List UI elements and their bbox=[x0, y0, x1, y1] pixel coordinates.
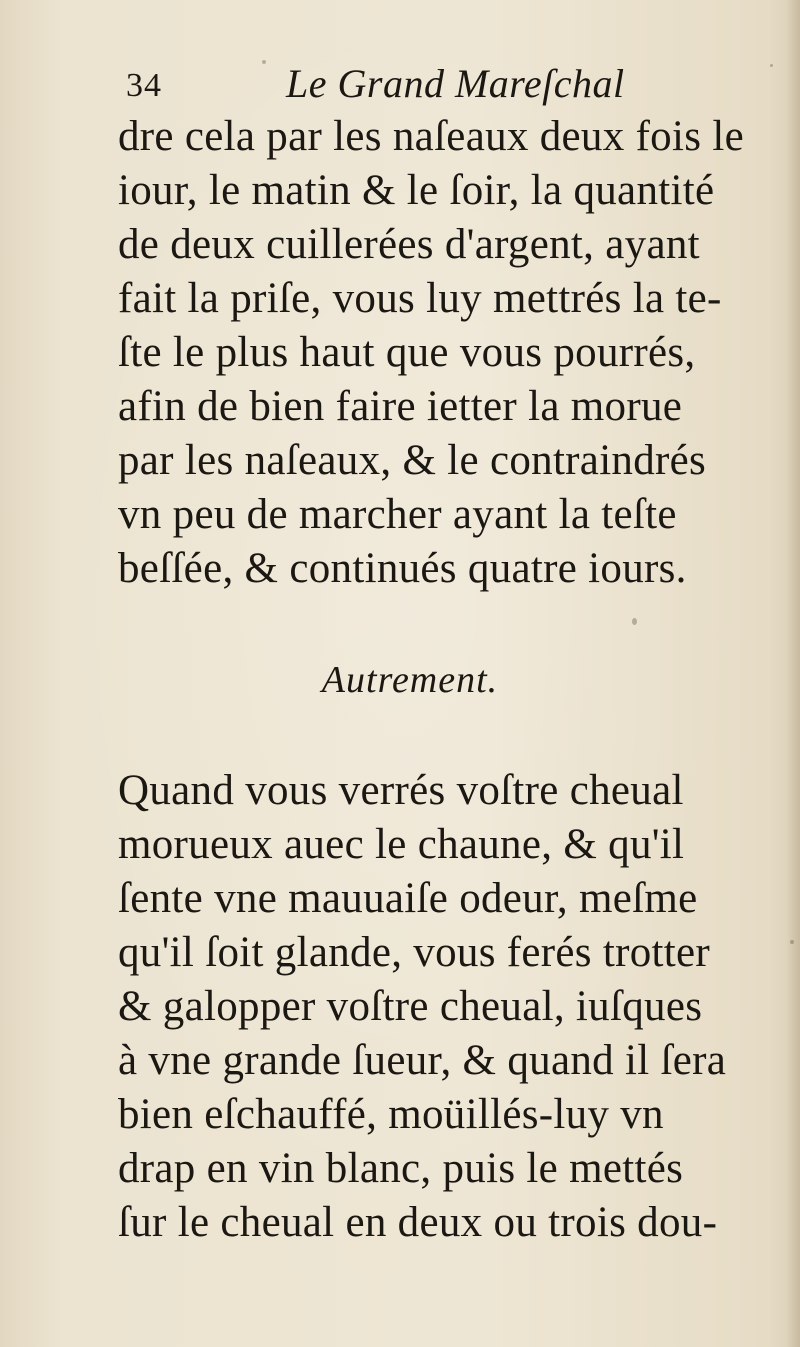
text-line: Quand vous verrés voſtre cheual bbox=[118, 767, 684, 814]
section-heading: Autrement. bbox=[321, 659, 499, 701]
page-number: 34 bbox=[126, 67, 162, 104]
text-line: & galopper voſtre cheual, iuſques bbox=[118, 983, 703, 1030]
text-line: ſte le plus haut que vous pourrés, bbox=[118, 329, 696, 376]
text-line: de deux cuillerées d'argent, ayant bbox=[118, 221, 700, 268]
text-line: morueux auec le chaune, & qu'il bbox=[118, 821, 685, 868]
text-line: qu'il ſoit glande, vous ferés trotter bbox=[118, 929, 711, 976]
text-line: vn peu de marcher ayant la teſte bbox=[118, 491, 677, 538]
paper-speck bbox=[770, 64, 773, 67]
text-line: afin de bien faire ietter la morue bbox=[118, 383, 683, 430]
text-line: ſente vne mauuaiſe odeur, meſme bbox=[118, 875, 698, 922]
text-line: fait la priſe, vous luy mettrés la te- bbox=[118, 275, 722, 322]
text-line: ſur le cheual en deux ou trois dou- bbox=[118, 1199, 718, 1246]
text-line: drap en vin blanc, puis le mettés bbox=[118, 1145, 684, 1192]
paper-speck bbox=[632, 618, 637, 625]
text-line: par les naſeaux, & le contraindrés bbox=[118, 437, 707, 484]
text-line: beſſée, & continués quatre iours. bbox=[118, 545, 687, 592]
page-header bbox=[126, 52, 746, 106]
running-title: Le Grand Mareſchal bbox=[286, 61, 625, 106]
text-line: iour, le matin & le ſoir, la quantité bbox=[118, 167, 715, 214]
text-line: bien eſchauffé, moüillés-luy vn bbox=[118, 1091, 664, 1138]
text-line: dre cela par les naſeaux deux fois le bbox=[118, 113, 744, 160]
paper-speck bbox=[262, 60, 266, 64]
text-line: à vne grande ſueur, & quand il ſera bbox=[118, 1037, 727, 1084]
paper-speck bbox=[790, 940, 794, 944]
